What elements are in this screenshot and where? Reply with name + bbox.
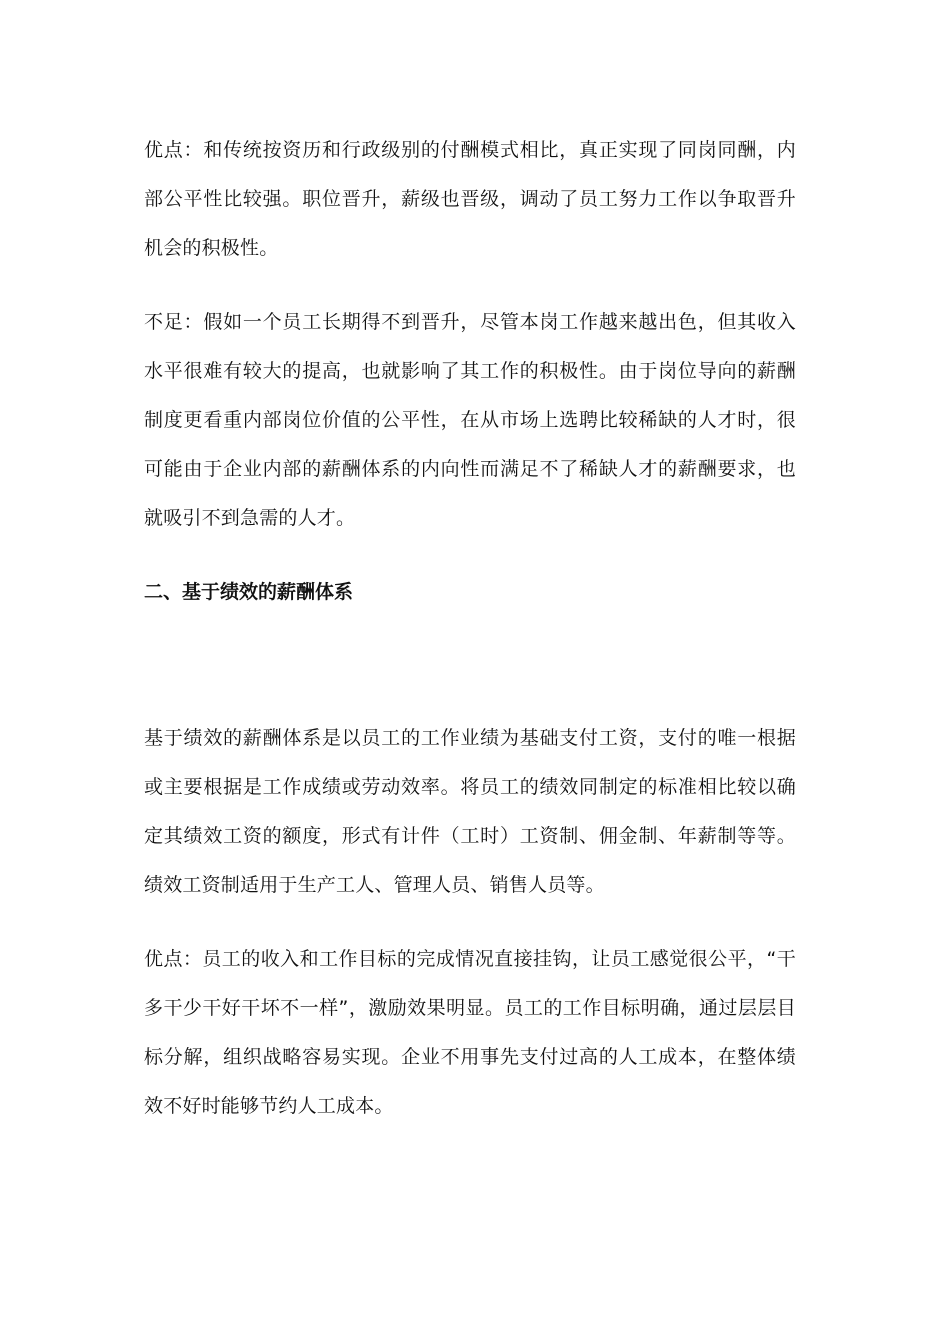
paragraph-advantages-position-based: 优点：和传统按资历和行政级别的付酬模式相比，真正实现了同岗同酬，内部公平性比较强。职位晋升，薪级也晋级，调动了员工努力工作以争取晋升机会的积极性。 [144,139,796,259]
section-heading-performance-based: 二、基于绩效的薪酬体系 [144,581,354,603]
paragraph-disadvantages-position-based: 不足：假如一个员工长期得不到晋升，尽管本岗工作越来越出色，但其收入水平很难有较大的提高，也就影响了其工作的积极性。由于岗位导向的薪酬制度更看重内部岗位价值的公平性，在从市场上选聘比较稀缺的人才时，很可能由于企业内部的薪酬体系的内向性而满足不了稀缺人才的薪酬要求，也就吸引不到急需的人才。 [144,311,796,529]
paragraph-advantages-performance-based: 优点：员工的收入和工作目标的完成情况直接挂钩，让员工感觉很公平，“干多干少干好干坏不一样”，激励效果明显。员工的工作目标明确，通过层层目标分解，组织战略容易实现。企业不用事先支付过高的人工成本，在整体绩效不好时能够节约人工成本。 [144,948,796,1117]
paragraph-performance-based-intro: 基于绩效的薪酬体系是以员工的工作业绩为基础支付工资，支付的唯一根据或主要根据是工作成绩或劳动效率。将员工的绩效同制定的标准相比较以确定其绩效工资的额度，形式有计件（工时）工资制、佣金制、年薪制等等。绩效工资制适用于生产工人、管理人员、销售人员等。 [144,727,796,896]
